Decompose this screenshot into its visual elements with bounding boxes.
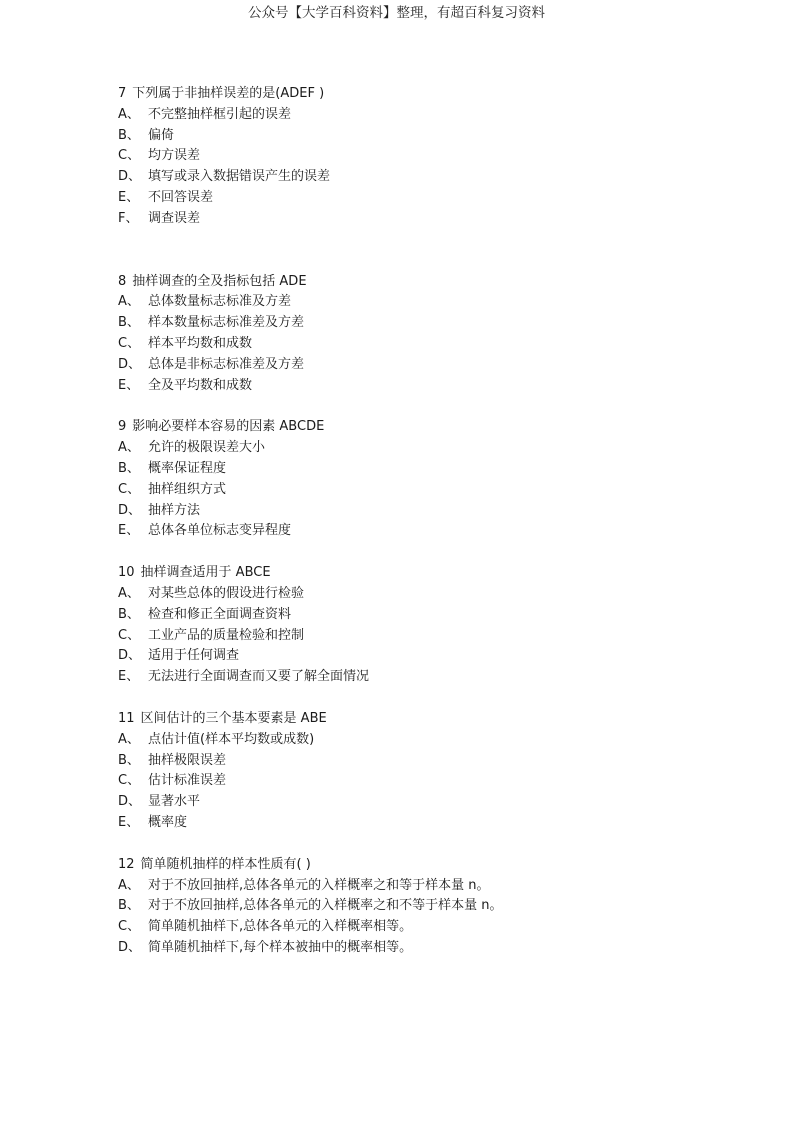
question-8 (118, 272, 758, 397)
option-d (118, 792, 758, 813)
option-letter: F、 (118, 210, 139, 226)
option-text: 工业产品的质量检验和控制 (148, 627, 305, 643)
option-c (118, 771, 758, 792)
question-7 (118, 84, 758, 230)
option-letter: B、 (118, 898, 140, 914)
option-letter: B、 (118, 752, 140, 768)
option-a (118, 876, 758, 897)
option-text: 简单随机抽样下,总体各单元的入样概率相等。 (148, 919, 413, 935)
question-12 (118, 855, 758, 959)
option-text: 概率保证程度 (148, 460, 227, 476)
question-number: 7 (118, 86, 127, 101)
question-text: 抽样调查的全及指标包括 ADE (132, 273, 307, 289)
option-text: 不回答误差 (148, 189, 214, 205)
question-number: 9 (118, 419, 127, 435)
option-text: 简单随机抽样下,每个样本被抽中的概率相等。 (148, 939, 413, 955)
option-a (118, 438, 758, 459)
question-number: 11 (118, 710, 135, 726)
option-text: 对某些总体的假设进行检验 (148, 585, 305, 601)
option-b (118, 605, 758, 626)
option-text: 对于不放回抽样,总体各单元的入样概率之和不等于样本量 n。 (148, 898, 503, 914)
option-b (118, 126, 758, 147)
option-text: 总体数量标志标准及方差 (148, 294, 292, 310)
option-text: 对于不放回抽样,总体各单元的入样概率之和等于样本量 n。 (148, 877, 490, 893)
option-text: 抽样方法 (148, 502, 201, 518)
option-e (118, 521, 758, 542)
option-text: 估计标准误差 (148, 773, 227, 789)
option-d (118, 355, 758, 376)
question-text: 简单随机抽样的样本性质有( ) (140, 856, 311, 872)
option-letter: E、 (118, 814, 140, 830)
option-d (118, 501, 758, 522)
option-c (118, 146, 758, 167)
option-letter: C、 (118, 148, 141, 164)
question-text: 抽样调查适用于 ABCE (140, 565, 271, 581)
option-f (118, 209, 758, 230)
option-letter: B、 (118, 460, 140, 476)
option-letter: C、 (118, 919, 141, 935)
option-text: 允许的极限误差大小 (148, 440, 266, 456)
question-11 (118, 709, 758, 834)
question-text: 影响必要样本容易的因素 ABCDE (132, 419, 325, 435)
option-text: 样本平均数和成数 (148, 335, 253, 351)
option-e (118, 667, 758, 688)
question-text: 区间估计的三个基本要素是 ABE (140, 710, 327, 726)
option-text: 偏倚 (148, 127, 175, 143)
option-text: 填写或录入数据错误产生的误差 (148, 169, 331, 185)
option-letter: E、 (118, 377, 140, 393)
option-letter: C、 (118, 773, 141, 789)
option-letter: E、 (118, 523, 140, 539)
option-a (118, 105, 758, 126)
question-number: 12 (118, 856, 135, 872)
option-text: 抽样组织方式 (148, 481, 227, 497)
question-number: 8 (118, 273, 127, 289)
question-list (118, 84, 758, 959)
question-title (118, 84, 758, 105)
option-text: 均方误差 (148, 148, 201, 164)
option-text: 适用于任何调查 (148, 648, 240, 664)
page-header: 公众号【大学百科资料】整理，有超百科复习资料 (248, 5, 545, 21)
option-letter: A、 (118, 731, 140, 747)
option-letter: A、 (118, 877, 140, 893)
option-c (118, 917, 758, 938)
question-title (118, 709, 758, 730)
question-number: 10 (118, 565, 135, 581)
option-letter: D、 (118, 502, 142, 518)
option-letter: E、 (118, 669, 140, 685)
option-text: 点估计值(样本平均数或成数) (148, 731, 315, 747)
option-a (118, 730, 758, 751)
option-d (118, 938, 758, 959)
option-letter: D、 (118, 794, 142, 810)
question-title (118, 855, 758, 876)
option-text: 概率度 (148, 814, 188, 830)
option-e (118, 376, 758, 397)
option-text: 显著水平 (148, 794, 201, 810)
option-letter: E、 (118, 189, 140, 205)
option-letter: B、 (118, 127, 140, 143)
option-e (118, 813, 758, 834)
option-text: 总体各单位标志变异程度 (148, 523, 292, 539)
option-letter: B、 (118, 315, 140, 331)
question-text: 下列属于非抽样误差的是(ADEF ) (132, 86, 325, 101)
option-b (118, 896, 758, 917)
option-letter: B、 (118, 606, 140, 622)
question-title (118, 417, 758, 438)
option-e (118, 188, 758, 209)
option-a (118, 292, 758, 313)
option-letter: D、 (118, 169, 142, 185)
option-letter: A、 (118, 440, 140, 456)
question-title (118, 563, 758, 584)
question-10 (118, 563, 758, 688)
option-letter: D、 (118, 648, 142, 664)
option-letter: A、 (118, 106, 140, 122)
option-b (118, 313, 758, 334)
option-c (118, 334, 758, 355)
option-c (118, 626, 758, 647)
option-d (118, 167, 758, 188)
option-a (118, 584, 758, 605)
option-text: 抽样极限误差 (148, 752, 227, 768)
question-title (118, 272, 758, 293)
option-text: 调查误差 (148, 210, 201, 226)
option-letter: A、 (118, 294, 140, 310)
option-b (118, 751, 758, 772)
option-letter: C、 (118, 481, 141, 497)
option-text: 检查和修正全面调查资料 (148, 606, 292, 622)
option-text: 总体是非标志标准差及方差 (148, 356, 305, 372)
option-d (118, 646, 758, 667)
option-text: 全及平均数和成数 (148, 377, 253, 393)
option-letter: C、 (118, 335, 141, 351)
option-letter: A、 (118, 585, 140, 601)
option-letter: D、 (118, 356, 142, 372)
option-text: 不完整抽样框引起的误差 (148, 106, 292, 122)
option-b (118, 459, 758, 480)
option-letter: D、 (118, 939, 142, 955)
option-letter: C、 (118, 627, 141, 643)
question-9 (118, 417, 758, 542)
option-text: 无法进行全面调查而又要了解全面情况 (148, 669, 370, 685)
option-c (118, 480, 758, 501)
option-text: 样本数量标志标准差及方差 (148, 315, 305, 331)
